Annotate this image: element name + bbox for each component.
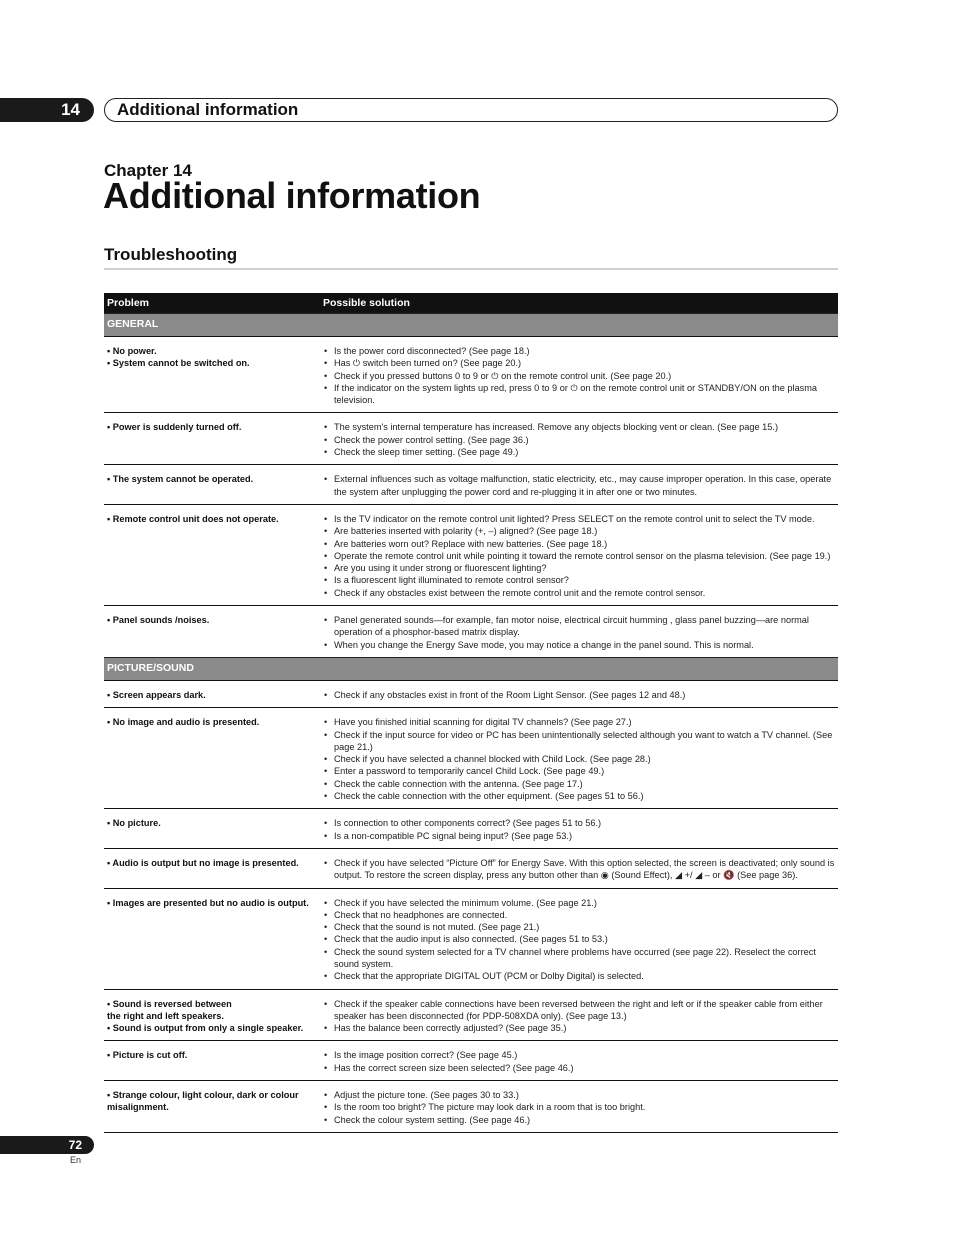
table-row [104,1040,838,1080]
solution-item: • Adjust the picture tone. (See pages 30 to 33.) [323,1089,838,1101]
problem-text: • Panel sounds /noises. [107,615,210,626]
solution-item: • Check that the audio input is also connected. (See pages 51 to 53.) [323,933,838,945]
solution-item: • Check if you pressed buttons 0 to 9 or ⏻ on the remote control unit. (See page 20.) [323,370,838,382]
solution-cell [323,1089,838,1126]
chapter-label: Chapter 14 [104,161,192,180]
solution-cell [323,614,838,651]
solution-item: • Are you using it under strong or fluorescent lighting? [323,562,838,574]
problem-text: the right and left speakers. [107,1010,224,1021]
table-row [104,464,838,504]
solution-item: • When you change the Energy Save mode, you may notice a change in the panel sound. This is normal. [323,639,838,651]
solution-item: • Check if any obstacles exist in front of the Room Light Sensor. (See pages 12 and 48.) [323,689,838,701]
problem-text: • Sound is reversed between [107,998,232,1009]
solution-cell [323,716,838,802]
table-row [104,680,838,707]
solution-item: • Operate the remote control unit while pointing it toward the remote control sensor on the plasma television. (See page 19.) [323,550,838,562]
problem-cell [104,513,323,599]
table-row [104,888,838,989]
problem-text: • Screen appears dark. [107,689,206,700]
solution-item: • The system's internal temperature has increased. Remove any objects blocking vent or clean. (See page 15.) [323,421,838,433]
problem-text: • Sound is output from only a single speaker. [107,1023,304,1034]
solution-cell [323,421,838,458]
solution-item: • If the indicator on the system lights up red, press 0 to 9 or ⏻ on the remote control unit or STANDBY/ON on the plasma television. [323,382,838,407]
troubleshooting-table [104,293,838,1133]
solution-cell [323,513,838,599]
table-row [104,808,838,848]
solution-item: • Is the power cord disconnected? (See page 18.) [323,345,838,357]
problem-cell [104,614,323,651]
problem-text: • Remote control unit does not operate. [107,513,279,524]
problem-cell [104,473,323,498]
problem-text: • The system cannot be operated. [107,474,254,485]
running-header-title: Additional information [104,98,838,122]
solution-item: • Panel generated sounds—for example, fan motor noise, electrical circuit humming , glass panel buzzing—are normal operation of a phosphor-based matrix display. [323,614,838,639]
solution-item: • Has the balance been correctly adjusted? (See page 35.) [323,1022,838,1034]
solution-item: • Check the cable connection with the other equipment. (See pages 51 to 56.) [323,790,838,802]
solution-item: • Is a fluorescent light illuminated to remote control sensor? [323,574,838,586]
solution-item: • Has the correct screen size been selected? (See page 46.) [323,1062,838,1074]
solution-item: • Is the TV indicator on the remote control unit lighted? Press SELECT on the remote control unit to select the TV mode. [323,513,838,525]
solution-item: • Check the sound system selected for a TV channel where problems have occurred (see page 22). Reselect the correct sound system. [323,946,838,971]
solution-cell [323,1049,838,1074]
solution-item: • Check if any obstacles exist between the remote control unit and the remote control sensor. [323,587,838,599]
problem-cell [104,857,323,882]
solution-cell [323,689,838,701]
table-row [104,412,838,464]
solution-item: • Is a non-compatible PC signal being input? (See page 53.) [323,830,838,842]
solution-item: • Check the power control setting. (See page 36.) [323,434,838,446]
solution-cell [323,817,838,842]
problem-text: • Strange colour, light colour, dark or colour misalignment. [107,1090,299,1113]
page-language: En [70,1155,82,1165]
solution-item: • Are batteries worn out? Replace with new batteries. (See page 18.) [323,538,838,550]
solution-cell [323,345,838,406]
problem-cell [104,421,323,458]
problem-cell [104,716,323,802]
problem-text: • Picture is cut off. [107,1050,188,1061]
solution-cell [323,998,838,1035]
group-header: PICTURE/SOUND [104,657,838,680]
solution-item: • Are batteries inserted with polarity (+, –) aligned? (See page 18.) [323,525,838,537]
chapter-number-tab: 14 [0,98,94,122]
solution-item: • Has ⏻ switch been turned on? (See page 20.) [323,357,838,369]
solution-item: • Check if you have selected the minimum volume. (See page 21.) [323,897,838,909]
problem-text: • Images are presented but no audio is output. [107,897,309,908]
column-header-solution: Possible solution [323,297,410,309]
table-row [104,605,838,657]
solution-item: • Is connection to other components correct? (See pages 51 to 56.) [323,817,838,829]
problem-cell [104,689,323,701]
solution-item: • Check that no headphones are connected. [323,909,838,921]
problem-cell [104,1049,323,1074]
solution-cell [323,897,838,983]
solution-item: • Check that the appropriate DIGITAL OUT (PCM or Dolby Digital) is selected. [323,970,838,982]
problem-text: • Audio is output but no image is presented. [107,857,299,868]
table-row [104,1080,838,1133]
solution-item: • Check that the sound is not muted. (See page 21.) [323,921,838,933]
chapter-title: Additional information [103,175,481,216]
table-row [104,707,838,808]
problem-text: • Power is suddenly turned off. [107,422,242,433]
table-body [104,313,838,1133]
solution-cell [323,857,838,882]
solution-item: • Check if you have selected a channel blocked with Child Lock. (See page 28.) [323,753,838,765]
solution-item: • External influences such as voltage malfunction, static electricity, etc., may cause improper operation. In this case, operate the system after unplugging the power cord and re-plugging it in after one or two minutes. [323,473,838,498]
section-divider [104,268,838,270]
problem-text: • System cannot be switched on. [107,358,250,369]
problem-cell [104,998,323,1035]
problem-cell [104,1089,323,1126]
problem-text: • No picture. [107,818,161,829]
solution-item: • Check if you have selected “Picture Off” for Energy Save. With this option selected, the screen is deactivated; only sound is output. To restore the screen display, press any button other than ◉ (Sound Effect), ◢ +/ ◢ – or 🔇 (See page 36). [323,857,838,882]
problem-cell [104,817,323,842]
section-title: Troubleshooting [104,245,238,264]
table-row [104,336,838,412]
solution-item: • Check if the input source for video or PC has been unintentionally selected although you want to watch a TV channel. (See page 21.) [323,729,838,754]
solution-item: • Is the room too bright? The picture may look dark in a room that is too bright. [323,1101,838,1113]
solution-item: • Have you finished initial scanning for digital TV channels? (See page 27.) [323,716,838,728]
table-row [104,504,838,605]
solution-item: • Enter a password to temporarily cancel Child Lock. (See page 49.) [323,765,838,777]
table-row [104,989,838,1041]
solution-item: • Check if the speaker cable connections have been reversed between the right and left or if the speaker cable from either speaker has been disconnected (for PDP-508XDA only). (See page 13.) [323,998,838,1023]
table-row [104,848,838,888]
solution-item: • Check the cable connection with the antenna. (See page 17.) [323,778,838,790]
table-header [104,293,838,313]
column-header-problem: Problem [107,297,150,309]
solution-cell [323,473,838,498]
problem-text: • No power. [107,346,157,356]
problem-cell [104,345,323,406]
solution-item: • Check the sleep timer setting. (See page 49.) [323,446,838,458]
group-header: GENERAL [104,313,838,336]
solution-item: • Check the colour system setting. (See page 46.) [323,1114,838,1126]
problem-text: • No image and audio is presented. [107,717,260,728]
page-number: 72 [0,1136,94,1154]
solution-item: • Is the image position correct? (See page 45.) [323,1049,838,1061]
problem-cell [104,897,323,983]
